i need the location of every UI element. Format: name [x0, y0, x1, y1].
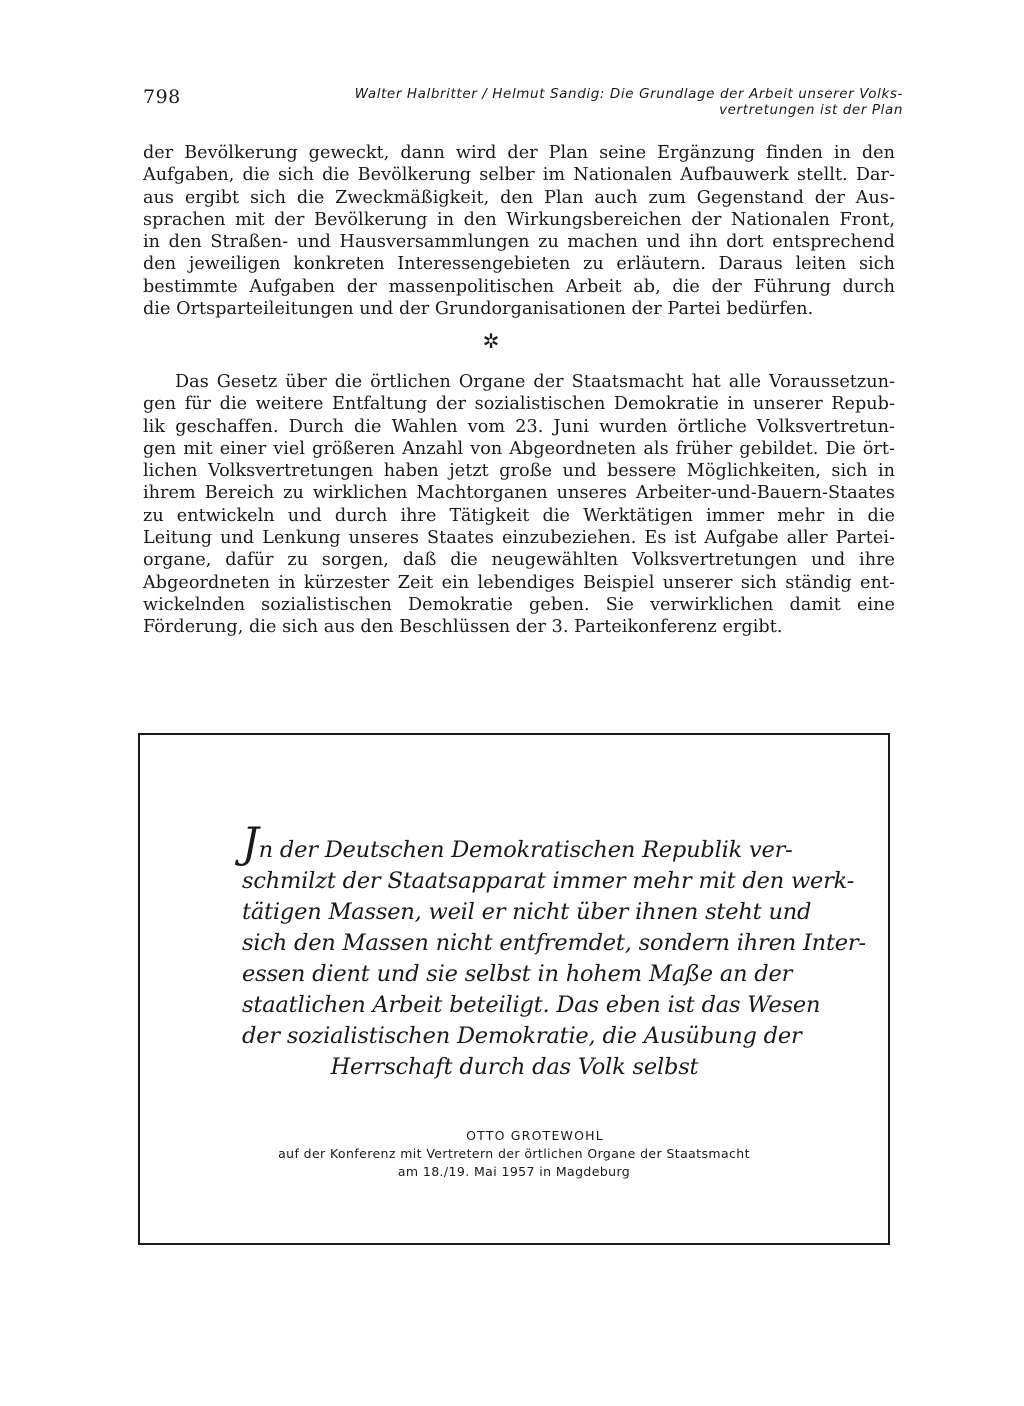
- quote-first-line-rest: n der Deutschen Demokratischen Republik ver-: [258, 837, 793, 863]
- text-line: gen mit einer viel größeren Anzahl von Abgeordneten als früher gebildet. Die ört-: [143, 438, 895, 459]
- text-line: bestimmte Aufgaben der massenpolitischen Arbeit ab, die der Führung durch: [143, 276, 895, 297]
- quote-box: [138, 733, 890, 1245]
- quote-line: sich den Massen nicht entfremdet, sondern ihren Inter-: [242, 930, 866, 956]
- text-line: Aufgaben, die sich die Bevölkerung selber im Nationalen Aufbauwerk stellt. Dar-: [143, 165, 895, 186]
- text-line: die Ortsparteileitungen und der Grundorganisationen der Partei bedürfen.: [143, 299, 814, 320]
- quote-line-first: [242, 818, 793, 867]
- text-line: der Bevölkerung geweckt, dann wird der Plan seine Ergänzung finden in den: [143, 143, 895, 163]
- paragraph-2: [143, 371, 895, 639]
- text-line: organe, dafür zu sorgen, daß die neugewählten Volksvertretungen und ihre: [143, 550, 895, 571]
- quote-line: schmilzt der Staatsapparat immer mehr mit den werk-: [242, 868, 855, 894]
- quote-line-last: Herrschaft durch das Volk selbst: [330, 1054, 699, 1080]
- text-line: Das Gesetz über die örtlichen Organe der Staatsmacht hat alle Voraussetzun-: [175, 372, 895, 392]
- attribution-detail-1: auf der Konferenz mit Vertretern der örtlichen Organe der Staatsmacht: [278, 1146, 750, 1161]
- quote-line: der sozialistischen Demokratie, die Ausübung der: [242, 1023, 802, 1049]
- quote-line: tätigen Massen, weil er nicht über ihnen steht und: [242, 899, 812, 925]
- text-line: Förderung, die sich aus den Beschlüssen der 3. Parteikonferenz ergibt.: [143, 617, 783, 638]
- attribution-detail-2: am 18./19. Mai 1957 in Magdeburg: [397, 1164, 631, 1179]
- text-line: lichen Volksvertretungen haben jetzt große und bessere Möglichkeiten, sich in: [143, 461, 895, 482]
- page-number: 798: [143, 86, 181, 108]
- drop-cap: J: [242, 818, 259, 867]
- text-line: Abgeordneten in kürzester Zeit ein lebendiges Beispiel unserer sich ständig ent-: [143, 572, 895, 593]
- text-line: sprachen mit der Bevölkerung in den Wirkungsbereichen der Nationalen Front,: [143, 209, 895, 230]
- text-line: den jeweiligen konkreten Interessengebieten zu erläutern. Daraus leiten sich: [143, 254, 895, 275]
- text-line: lik geschaffen. Durch die Wahlen vom 23. Juni wurden örtliche Volksvertretun-: [143, 416, 895, 437]
- text-line: aus ergibt sich die Zweckmäßigkeit, den Plan auch zum Gegenstand der Aus-: [143, 187, 895, 208]
- running-head-line-2: vertretungen ist der Plan: [719, 102, 903, 118]
- quote-line: essen dient und sie selbst in hohem Maße an der: [242, 961, 793, 987]
- text-line: gen für die weitere Entfaltung der sozialistischen Demokratie in unserer Repub-: [143, 394, 895, 415]
- section-separator-star-icon: ✲: [482, 329, 500, 353]
- quote-line: staatlichen Arbeit beteiligt. Das eben ist das Wesen: [242, 992, 821, 1018]
- text-line: zu entwickeln und durch ihre Tätigkeit die Werktätigen immer mehr in die: [143, 505, 895, 526]
- running-head-line-1: Walter Halbritter / Helmut Sandig: Die Grundlage der Arbeit unserer Volks-: [354, 86, 903, 102]
- running-head: [303, 86, 903, 118]
- quote-attribution: [140, 1127, 888, 1181]
- quote-text: [242, 818, 866, 1083]
- text-line: wickelnden sozialistischen Demokratie geben. Sie verwirklichen damit eine: [143, 594, 895, 615]
- text-line: ihrem Bereich zu wirklichen Machtorganen unseres Arbeiter-und-Bauern-Staates: [143, 483, 895, 504]
- page-header: [143, 82, 903, 122]
- paragraph-1: [143, 142, 895, 320]
- attribution-author: OTTO GROTEWOHL: [466, 1128, 604, 1143]
- text-line: in den Straßen- und Hausversammlungen zu machen und ihn dort entsprechend: [143, 232, 895, 253]
- text-line: Leitung und Lenkung unseres Staates einzubeziehen. Es ist Aufgabe aller Partei-: [143, 528, 895, 549]
